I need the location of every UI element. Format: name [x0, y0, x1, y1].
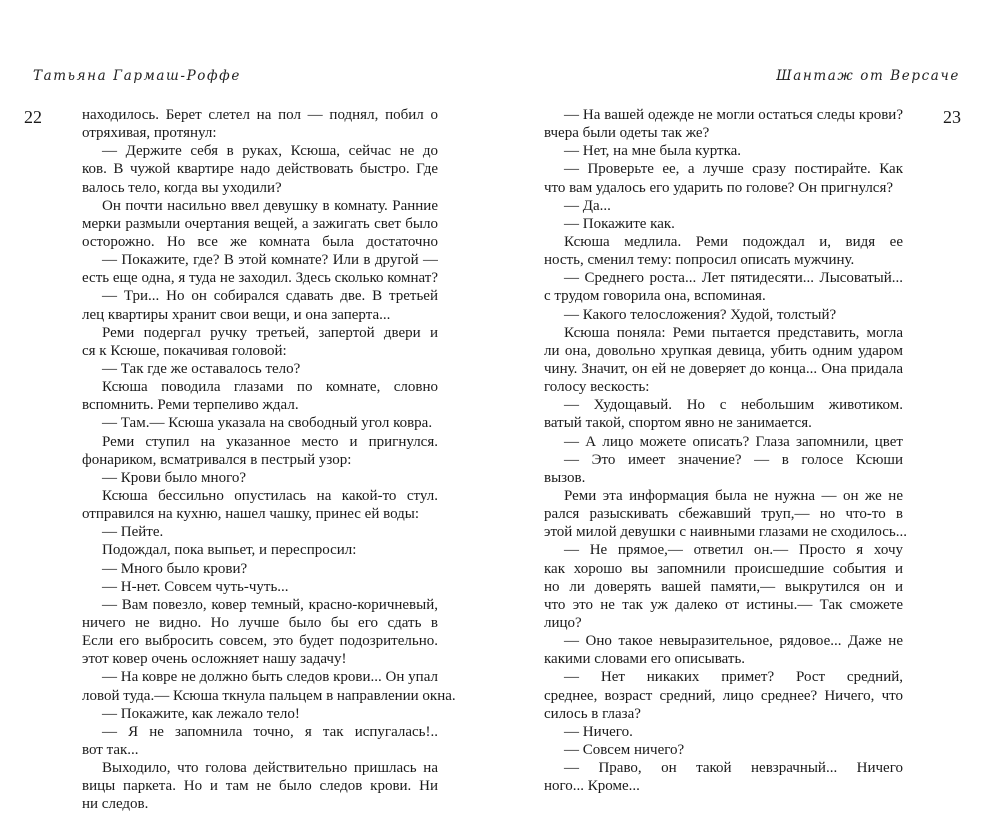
text-line: что это не так уж далеко от истины.— Так сможете: [544, 596, 903, 613]
text-line: ность, сменил тему: попросил описать мужчину.: [544, 252, 855, 269]
text-line: осторожно. Но все же комната была достаточно: [82, 233, 438, 250]
text-line: ничего не видно. Но лучше было бы его сдать в: [82, 614, 438, 631]
text-line: ни следов.: [82, 796, 149, 813]
text-line: этот ковер очень осложняет нашу задачу!: [82, 651, 347, 668]
text-line: Ксюша бессильно опустилась на какой-то стул.: [102, 487, 438, 504]
text-line: какими словами его описывать.: [544, 651, 746, 668]
text-line: вот так...: [82, 741, 139, 758]
text-line: — Н-нет. Совсем чуть-чуть...: [102, 578, 289, 595]
text-line: но ли доверять вашей памяти,— выкрутился он и: [544, 578, 903, 595]
running-head-right: Шантаж от Версаче: [776, 68, 960, 84]
text-line: отправился на кухню, нашел чашку, принес ей воды:: [82, 506, 420, 523]
text-line: вспомнить. Реми терпеливо ждал.: [82, 397, 299, 414]
text-line: отряхивая, протянул:: [82, 125, 217, 142]
text-line: — На ковре не должно быть следов крови... Он упал: [102, 669, 438, 686]
text-line: среднее, возраст средний, лицо среднее? Ничего, что: [544, 687, 903, 704]
text-line: Реми подергал ручку третьей, запертой двери и: [102, 324, 438, 341]
text-line: — Совсем ничего?: [564, 741, 685, 758]
text-line: как хорошо вы запомнили происшедшие события и: [544, 560, 903, 577]
text-line: — Нет никаких примет? Рост средний,: [564, 669, 903, 686]
text-line: ловой туда.— Ксюша ткнула пальцем в направлении окна.: [82, 687, 456, 704]
text-line: что вам удалось его ударить по голове? Он пригнулся?: [544, 179, 894, 196]
text-line: — Держите себя в руках, Ксюша, сейчас не до: [102, 143, 438, 160]
text-line: — Там.— Ксюша указала на свободный угол ковра.: [102, 415, 433, 432]
text-line: Подождал, пока выпьет, и переспросил:: [102, 542, 357, 559]
text-line: — Оно такое невыразительное, рядовое... Даже не: [564, 633, 903, 650]
text-line: — Так где же оставалось тело?: [102, 360, 301, 377]
text-line: — Худощавый. Но с небольшим животиком.: [564, 397, 903, 414]
running-head-left: Татьяна Гармаш-Роффе: [33, 68, 241, 84]
text-line: этой милой девушки с наивными глазами не сходилось...: [544, 524, 907, 541]
text-line: — Это имеет значение? — в голосе Ксюши: [564, 451, 903, 468]
text-line: — Да...: [564, 197, 611, 214]
text-line: рался разыскивать сбежавший труп,— но что-то в: [544, 506, 903, 523]
text-line: ков. В чужой квартире надо действовать быстро. Где: [82, 161, 438, 178]
text-line: — Я не запомнила точно, я так испугалась!..: [102, 723, 438, 740]
text-line: — Пейте.: [102, 524, 164, 541]
text-line: — Покажите, где? В этой комнате? Или в другой —: [102, 252, 438, 269]
text-line: валось тело, когда вы уходили?: [82, 179, 282, 196]
text-line: вызов.: [544, 469, 586, 486]
text-line: ного... Кроме...: [544, 778, 640, 795]
text-line: Ксюша поводила глазами по комнате, словно: [102, 379, 438, 396]
text-line: — Право, он такой невзрачный... Ничего: [564, 760, 903, 777]
text-line: вицы паркета. Но и там не было следов крови. Ни: [82, 778, 438, 795]
page-number-right: 23: [943, 107, 961, 127]
text-line: с трудом говорила она, вспоминая.: [544, 288, 766, 305]
text-line: — Среднего роста... Лет пятидесяти... Лысоватый...: [564, 270, 903, 287]
left-page-text: [82, 106, 456, 813]
text-line: — А лицо можете описать? Глаза запомнили, цвет: [564, 433, 903, 450]
text-line: ся к Ксюше, покачивая головой:: [82, 342, 287, 359]
text-line: Если его выбросить совсем, это будет подозрительно.: [82, 633, 438, 650]
text-line: вчера были одеты так же?: [544, 125, 710, 142]
text-line: лец квартиры хранит свои вещи, и она заперта...: [82, 306, 391, 323]
text-line: Реми эта информация была не нужна — он же не: [564, 487, 903, 504]
text-line: Выходило, что голова действительно пришлась на: [102, 760, 438, 777]
right-page-text: [544, 106, 907, 795]
text-line: — Ничего.: [564, 723, 633, 740]
text-line: есть еще одна, я туда не заходил. Здесь сколько комнат?: [82, 270, 438, 287]
text-line: — Покажите как.: [564, 215, 675, 232]
text-line: — Проверьте ее, а лучше сразу постирайте. Как: [564, 161, 903, 178]
text-line: — Крови было много?: [102, 469, 247, 486]
text-line: — Какого телосложения? Худой, толстый?: [564, 306, 837, 323]
text-line: находилось. Берет слетел на пол — поднял, побил о: [82, 107, 438, 123]
text-line: — Три... Но он собирался сдавать две. В третьей: [102, 288, 438, 305]
text-line: ватый такой, спортом явно не занимается.: [544, 415, 812, 432]
text-line: ли она, довольно хрупкая девица, убить одним ударом: [544, 342, 903, 359]
text-line: Ксюша поняла: Реми пытается представить, могла: [564, 324, 903, 341]
text-line: Он почти насильно ввел девушку в комнату. Ранние: [102, 197, 438, 214]
text-line: голосу вескость:: [544, 379, 650, 396]
text-line: Реми ступил на указанное место и пригнулся.: [102, 433, 438, 450]
text-line: — Много было крови?: [102, 560, 248, 577]
text-line: — Не прямое,— ответил он.— Просто я хочу: [564, 542, 903, 559]
text-line: мерки размыли очертания вещей, а зажигать свет было: [82, 215, 438, 232]
text-line: фонариком, всматривался в пестрый узор:: [82, 451, 352, 468]
text-line: Ксюша медлила. Реми подождал и, видя ее: [564, 233, 903, 250]
text-line: — На вашей одежде не могли остаться следы крови?: [564, 107, 903, 123]
text-line: — Нет, на мне была куртка.: [564, 143, 742, 160]
text-line: лицо?: [544, 614, 582, 631]
text-line: чину. Значит, он ей не доверяет до конца... Она придала: [544, 360, 903, 377]
page-number-left: 22: [24, 107, 42, 127]
text-line: — Покажите, как лежало тело!: [102, 705, 300, 722]
text-line: — Вам повезло, ковер темный, красно-коричневый,: [102, 596, 438, 613]
text-line: силось в глаза?: [544, 705, 641, 722]
